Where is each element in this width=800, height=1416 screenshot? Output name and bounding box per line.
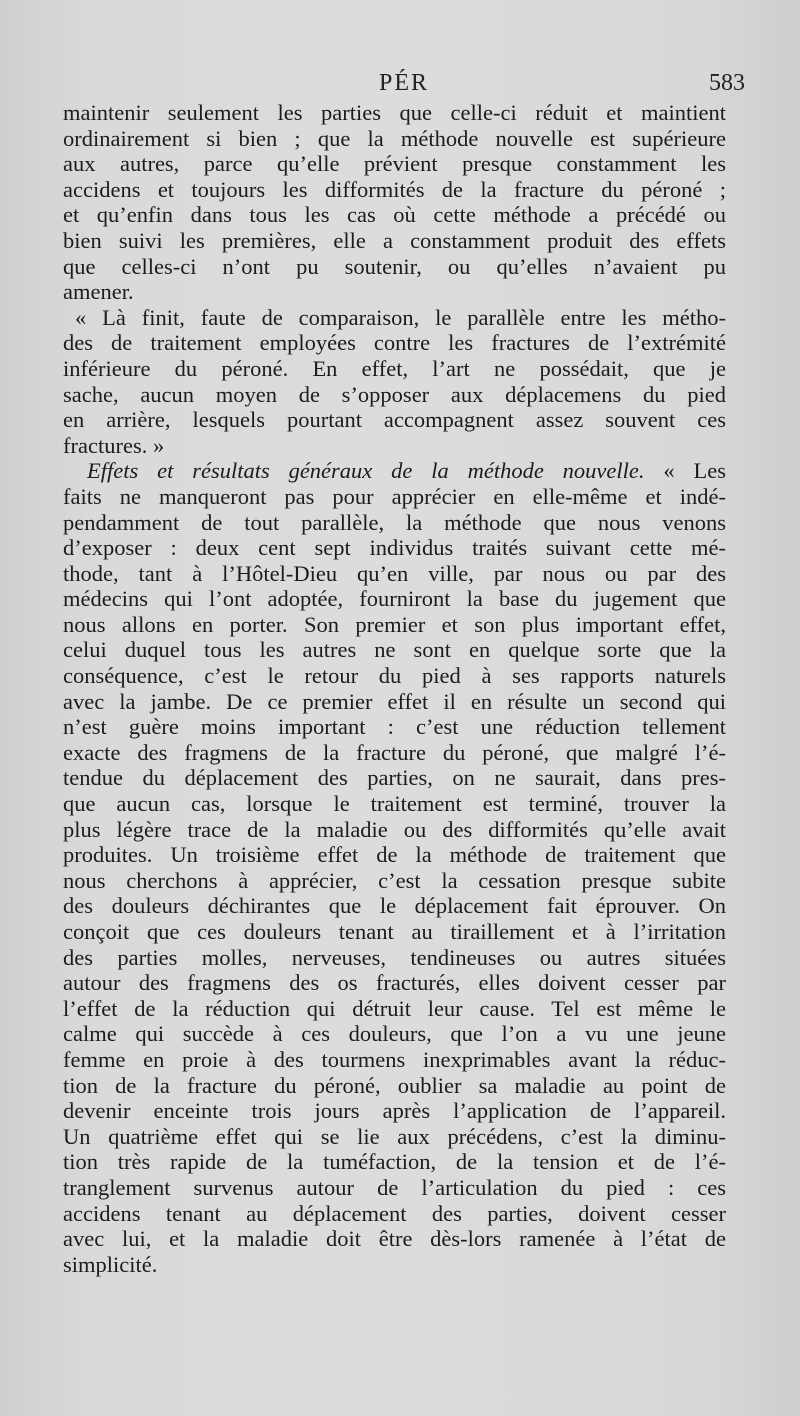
text-line: tendue du déplacement des parties, on ne saurait, dans pres- <box>63 765 726 791</box>
section-heading: Effets et résultats généraux de la méthode nouvelle. <box>87 458 645 484</box>
text-line: calme qui succède à ces douleurs, que l’on a vu une jeune <box>63 1021 726 1047</box>
text-line: l’effet de la réduction qui détruit leur cause. Tel est même le <box>63 995 726 1021</box>
text-line: produites. Un troisième effet de la méthode de traitement que <box>63 842 726 868</box>
page-number: 583 <box>709 70 745 96</box>
text-line: autour des fragmens des os fracturés, elles doivent cesser par <box>63 970 726 996</box>
text-line: plus légère trace de la maladie ou des difformités qu’elle avait <box>63 816 726 842</box>
text-line: des de traitement employées contre les fractures de l’extrémité <box>63 330 726 356</box>
text-line: simplicité. <box>63 1251 158 1277</box>
text-line: tranglement survenus autour de l’articulation du pied : ces <box>63 1174 726 1200</box>
text-line: accidens et toujours les difformités de la fracture du péroné ; <box>63 176 726 202</box>
text-line: exacte des fragmens de la fracture du péroné, que malgré l’é- <box>63 739 726 765</box>
text-line: Un quatrième effet qui se lie aux précédens, c’est la diminu- <box>63 1123 726 1149</box>
text-line: faits ne manqueront pas pour apprécier en elle-même et indé- <box>63 483 726 509</box>
text-line: fractures. » <box>63 432 165 458</box>
text-line: aux autres, parce qu’elle prévient presque constamment les <box>63 151 726 177</box>
text-line: bien suivi les premières, elle a constamment produit des effets <box>63 227 726 253</box>
text-line: maintenir seulement les parties que celle-ci réduit et maintient <box>63 100 726 125</box>
text-line: des douleurs déchirantes que le déplacement fait éprouver. On <box>63 893 726 919</box>
text-line: sache, aucun moyen de s’opposer aux déplacemens du pied <box>63 381 726 407</box>
text-line: tion très rapide de la tuméfaction, de la tension et de l’é- <box>63 1149 726 1175</box>
text-line: conçoit que ces douleurs tenant au tiraillement et à l’irritation <box>63 919 726 944</box>
text-line: d’exposer : deux cent sept individus traités suivant cette mé- <box>63 535 726 561</box>
running-head-title: PÉR <box>378 70 429 96</box>
text-line: en arrière, lesquels pourtant accompagnent assez souvent ces <box>63 407 726 433</box>
text-line: des parties molles, nerveuses, tendineuses ou autres situées <box>63 944 726 970</box>
text-line: inférieure du péroné. En effet, l’art ne possédait, que je <box>63 355 726 381</box>
text-line: pendamment de tout parallèle, la méthode que nous venons <box>63 509 726 535</box>
text-line: que aucun cas, lorsque le traitement est terminé, trouver la <box>63 791 726 817</box>
text-line: « Là finit, faute de comparaison, le parallèle entre les métho- <box>75 304 726 330</box>
text-line: nous cherchons à apprécier, c’est la cessation presque subite <box>63 867 726 893</box>
running-head <box>63 70 745 104</box>
text-line: amener. <box>63 279 134 305</box>
text-line: que celles-ci n’ont pu soutenir, ou qu’elles n’avaient pu <box>63 253 726 279</box>
text-line: celui duquel tous les autres ne sont en quelque sorte que la <box>63 637 726 663</box>
text-line: médecins qui l’ont adoptée, fourniront la base du jugement que <box>63 586 726 612</box>
text-line: avec la jambe. De ce premier effet il en résulte un second qui <box>63 688 726 714</box>
text-line: tion de la fracture du péroné, oublier sa maladie au point de <box>63 1072 726 1098</box>
text-line: devenir enceinte trois jours après l’application de l’appareil. <box>63 1098 726 1124</box>
text-line: conséquence, c’est le retour du pied à ses rapports naturels <box>63 663 726 689</box>
section-heading-continuation: « Les <box>663 458 726 484</box>
text-line: nous allons en porter. Son premier et son plus important effet, <box>63 611 726 637</box>
text-line: avec lui, et la maladie doit être dès-lors ramenée à l’état de <box>63 1226 726 1252</box>
body-text <box>63 100 726 1277</box>
text-line: et qu’enfin dans tous les cas où cette méthode a précédé ou <box>63 202 726 228</box>
text-line: femme en proie à des tourmens inexprimables avant la réduc- <box>63 1046 726 1072</box>
text-line: accidens tenant au déplacement des parties, doivent cesser <box>63 1200 726 1226</box>
text-line: thode, tant à l’Hôtel-Dieu qu’en ville, par nous ou par des <box>63 560 726 586</box>
text-line: ordinairement si bien ; que la méthode nouvelle est supérieure <box>63 125 726 151</box>
text-line: n’est guère moins important : c’est une réduction tellement <box>63 714 726 740</box>
section-heading-line <box>63 458 726 484</box>
